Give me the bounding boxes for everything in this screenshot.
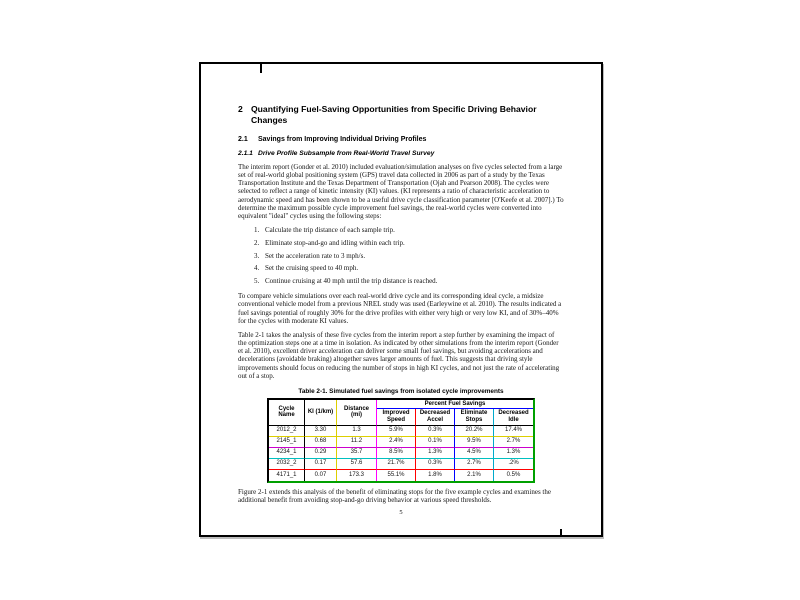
cell-distance: 57.6 [337, 459, 377, 470]
paragraph-figure-reference: Figure 2-1 extends this analysis of the benefit of eliminating stops for the five example cycles and examines the additional benefit from avoiding stop-and-go driving behavior at various speed thresholds. [238, 487, 551, 504]
cell-improved-speed: 8.5% [377, 448, 416, 459]
fuel-savings-table [267, 398, 535, 483]
cell-decreased-accel: 1.8% [416, 470, 455, 481]
fold-mark-bottom [560, 529, 562, 535]
subsection-number: 2.1.1 [238, 150, 253, 157]
list-item-text: Calculate the trip distance of each sample trip. [265, 226, 395, 235]
subsection-heading [238, 150, 564, 158]
table-row [269, 470, 533, 481]
list-item-number: 1. [254, 226, 260, 235]
col-header-ki: KI (1/km) [305, 400, 337, 426]
cell-ki: 0.29 [305, 448, 337, 459]
col-group-header-percent-fuel-savings: Percent Fuel Savings [377, 400, 533, 410]
ideal-cycle-steps-list [238, 226, 564, 285]
cell-cycle-name: 2145_1 [269, 437, 305, 448]
report-page [199, 62, 603, 537]
cell-distance: 173.3 [337, 470, 377, 481]
cell-distance: 11.2 [337, 437, 377, 448]
cell-improved-speed: 2.4% [377, 437, 416, 448]
table-row [269, 459, 533, 470]
cell-decreased-accel: 0.3% [416, 459, 455, 470]
cell-eliminate-stops: 20.2% [455, 426, 494, 437]
table-row [269, 426, 533, 437]
cell-distance: 1.3 [337, 426, 377, 437]
col-header-eliminate-stops: Eliminate Stops [455, 409, 494, 425]
cell-eliminate-stops: 2.1% [455, 470, 494, 481]
list-item-number: 2. [254, 238, 260, 247]
col-header-decreased-accel: Decreased Accel [416, 409, 455, 425]
cell-eliminate-stops: 2.7% [455, 459, 494, 470]
cell-eliminate-stops: 9.5% [455, 437, 494, 448]
cell-ki: 3.30 [305, 426, 337, 437]
list-item [254, 239, 564, 247]
cell-eliminate-stops: 4.5% [455, 448, 494, 459]
list-item [254, 226, 564, 234]
cell-cycle-name: 4234_1 [269, 448, 305, 459]
section-number: 2.1 [238, 136, 248, 143]
cell-decreased-idle: 17.4% [494, 426, 533, 437]
col-header-distance: Distance (mi) [337, 400, 377, 426]
chapter-title: Quantifying Fuel-Saving Opportunities from Specific Driving Behavior Changes [251, 104, 537, 125]
paragraph-intro: The interim report (Gonder et al. 2010) included evaluation/simulation analyses on five cycles selected from a large set of real-world global positioning system (GPS) travel data collected in 2006 as part of a study by the Texas Transportation Institute and the Texas Department of Transportation (Ojah and Pearson 2008). The cycles were selected to reflect a range of kinetic intensity (KI) values. (KI represents a ratio of characteristic acceleration to aerodynamic speed and has been shown to be a useful drive cycle classification parameter [O'Keefe et al. 2007].) To determine the maximum possible cycle improvement fuel savings, the real-world cycles were converted into equivalent "ideal" cycles using the following steps: [238, 163, 564, 220]
cell-decreased-accel: 0.1% [416, 437, 455, 448]
cell-ki: 0.07 [305, 470, 337, 481]
paragraph-simulation-comparison: To compare vehicle simulations over each real-world drive cycle and its corresponding ideal cycle, a midsize conventional vehicle model from a previous NREL study was used (Earleywine et al. 2010). The results indicated a fuel savings potential of roughly 30% for the drive profiles with either very high or very low KI, and of 30%–40% for the cycles with moderate KI values. [238, 292, 562, 325]
col-header-improved-speed: Improved Speed [377, 409, 416, 425]
chapter-heading [238, 104, 564, 125]
cell-decreased-accel: 1.3% [416, 448, 455, 459]
cell-decreased-idle: 0.5% [506, 471, 521, 478]
list-item [254, 277, 564, 285]
cell-cycle-name: 2032_2 [269, 459, 305, 470]
cell-improved-speed: 55.1% [377, 470, 416, 481]
list-item-text: Set the cruising speed to 40 mph. [265, 264, 359, 273]
cell-ki: 0.17 [305, 459, 337, 470]
list-item-number: 4. [254, 264, 260, 273]
table-header-row [269, 400, 533, 410]
paragraph-table-discussion: Table 2-1 takes the analysis of these five cycles from the interim report a step further by examining the impact of the optimization steps one at a time in isolation. As indicated by other simulations from the interim report (Gonder et al. 2010), excellent driver acceleration can deliver some small fuel savings, but avoiding accelerations and decelerations (avoidable braking) altogether saves larger amounts of fuel. This suggests that driving style improvements should focus on reducing the number of stops in high KI cycles, and not just the rate of accelerating out of a stop. [238, 330, 560, 380]
list-item-number: 3. [254, 251, 260, 260]
list-item [254, 252, 564, 260]
cell-improved-speed: 21.7% [377, 459, 416, 470]
cell-ki: 0.68 [305, 437, 337, 448]
col-header-cycle-name: Cycle Name [269, 400, 305, 426]
list-item-text: Set the acceleration rate to 3 mph/s. [265, 251, 366, 260]
cell-decreased-idle: 2.7% [494, 437, 533, 448]
fold-mark-top [260, 64, 262, 73]
cell-improved-speed: 5.9% [377, 426, 416, 437]
cell-distance: 35.7 [337, 448, 377, 459]
col-header-decreased-idle: Decreased Idle [494, 409, 533, 425]
list-item-text: Continue cruising at 40 mph until the trip distance is reached. [265, 277, 438, 286]
cell-decreased-idle: 1.3% [494, 448, 533, 459]
list-item-text: Eliminate stop-and-go and idling within each trip. [265, 238, 405, 247]
list-item-number: 5. [254, 277, 260, 286]
chapter-number: 2 [238, 104, 243, 114]
page-content [238, 104, 564, 516]
page-number: 5 [399, 508, 403, 516]
subsection-title: Drive Profile Subsample from Real-World Travel Survey [258, 150, 435, 157]
section-title: Savings from Improving Individual Driving Profiles [258, 136, 427, 143]
list-item [254, 264, 564, 272]
cell-cycle-name: 4171_1 [269, 470, 305, 481]
cell-decreased-accel: 0.3% [416, 426, 455, 437]
table-row [269, 448, 533, 459]
table-row [269, 437, 533, 448]
cell-cycle-name: 2012_2 [269, 426, 305, 437]
section-heading [238, 136, 564, 144]
table-caption: Table 2-1. Simulated fuel savings from isolated cycle improvements [298, 387, 504, 395]
cell-decreased-idle: .2% [494, 459, 533, 470]
